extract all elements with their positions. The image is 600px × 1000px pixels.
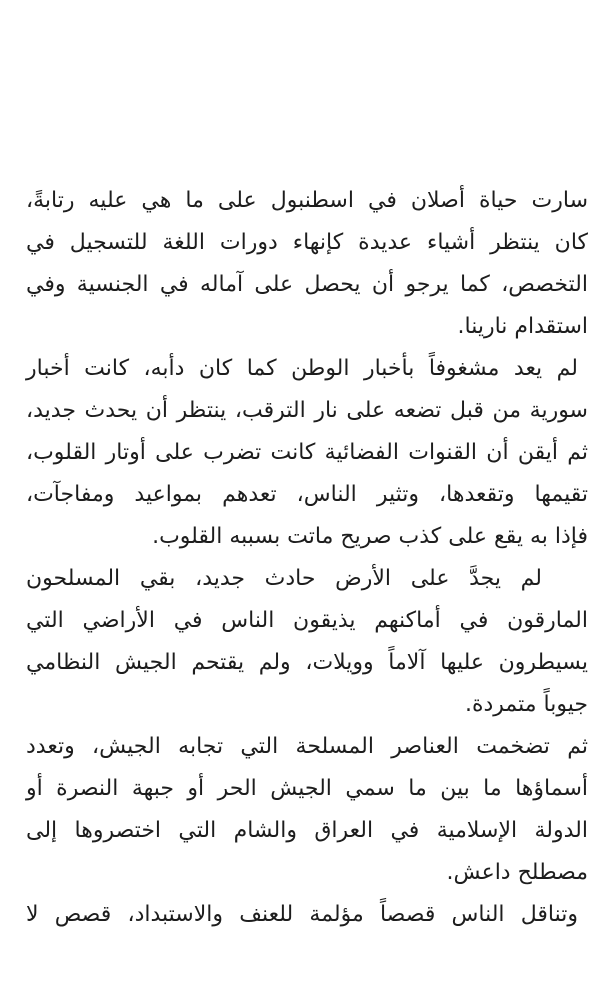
text-line: استقدام نارينا. [457, 314, 588, 339]
text-line: سارت حياة أصلان في اسطنبول على ما هي عليه رتابةً، [26, 188, 588, 213]
text-line: الدولة الإسلامية في العراق والشام التي اختصروها إلى [26, 818, 588, 843]
text-line: جيوباً متمردة. [464, 692, 588, 717]
text-line: ثم أيقن أن القنوات الفضائية كانت تضرب على أوتار القلوب، [26, 440, 588, 465]
text-line: يسيطرون عليها آلاماً وويلات، ولم يقتحم الجيش النظامي [26, 650, 588, 675]
text-line: مصطلح داعش. [446, 860, 588, 885]
text-line: كان ينتظر أشياء عديدة كإنهاء دورات اللغة للتسجيل في [26, 230, 588, 255]
text-line: المارقون في أماكنهم يذيقون الناس في الأراضي التي [26, 608, 588, 633]
text-line: ثم تضخمت العناصر المسلحة التي تجابه الجيش، وتعدد [26, 734, 588, 759]
text-line: التخصص، كما يرجو أن يحصل على آماله في الجنسية وفي [26, 272, 588, 297]
text-line: تقيمها وتقعدها، وتثير الناس، تعدهم بمواعيد ومفاجآت، [26, 482, 588, 507]
text-line: لم يعد مشغوفاً بأخبار الوطن كما كان دأبه، كانت أخبار [26, 356, 578, 381]
text-line: فإذا به يقع على كذب صريح ماتت بسببه القلوب. [152, 524, 588, 549]
text-line: أسماؤها ما بين ما سمي الجيش الحر أو جبهة النصرة أو [26, 776, 588, 801]
text-line: وتناقل الناس قصصاً مؤلمة للعنف والاستبداد، قصص لا [26, 902, 578, 927]
text-line: لم يجدَّ على الأرض حادث جديد، بقي المسلحون [26, 566, 542, 591]
text-line: سورية من قبل تضعه على نار الترقب، ينتظر أن يحدث جديد، [26, 398, 588, 423]
